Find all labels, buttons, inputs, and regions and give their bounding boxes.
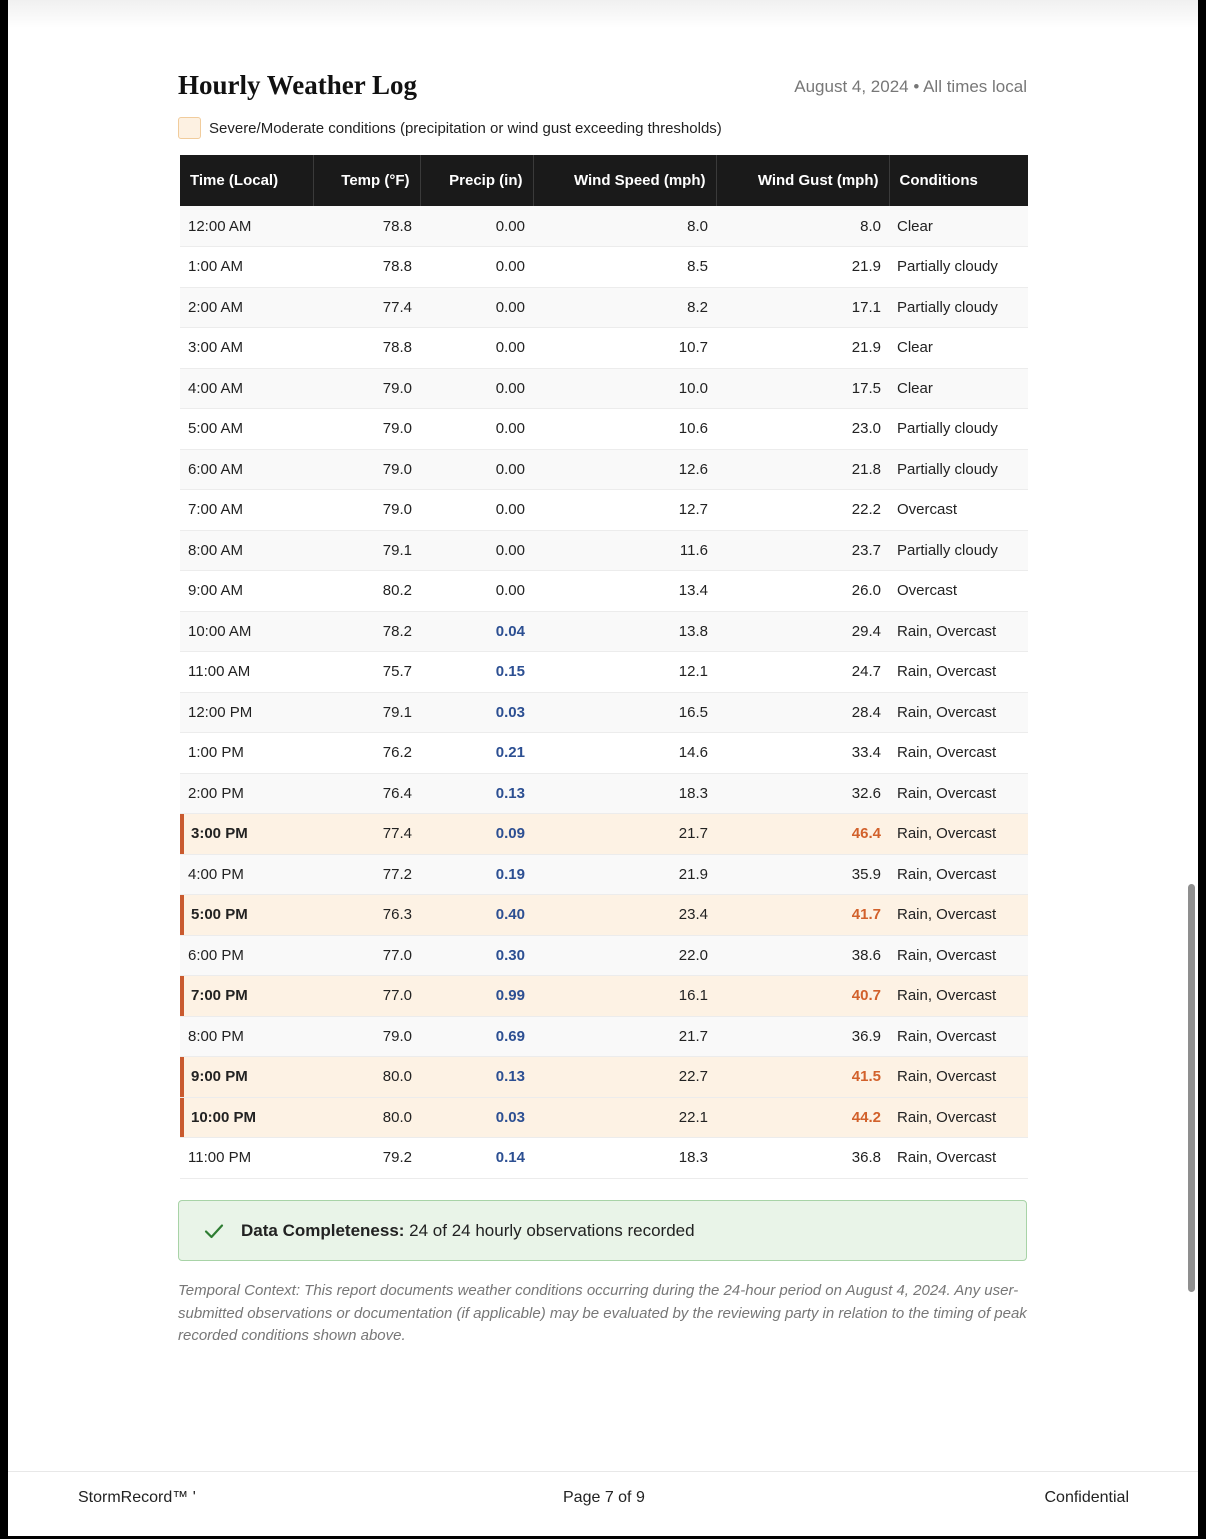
cell-time: 3:00 PM — [180, 814, 313, 855]
column-header-conditions: Conditions — [889, 155, 1028, 206]
cell-wind-gust: 17.1 — [716, 287, 889, 328]
table-row — [180, 287, 1028, 328]
cell-temp: 77.0 — [313, 976, 420, 1017]
cell-conditions: Partially cloudy — [889, 409, 1028, 450]
cell-wind-speed: 18.3 — [533, 773, 716, 814]
cell-temp: 80.0 — [313, 1057, 420, 1098]
cell-precip: 0.30 — [420, 935, 533, 976]
cell-conditions: Rain, Overcast — [889, 773, 1028, 814]
cell-conditions: Rain, Overcast — [889, 814, 1028, 855]
table-row-severe — [180, 895, 1028, 936]
cell-precip: 0.14 — [420, 1138, 533, 1179]
cell-temp: 77.0 — [313, 935, 420, 976]
cell-time: 6:00 PM — [180, 935, 313, 976]
cell-time: 11:00 PM — [180, 1138, 313, 1179]
cell-precip: 0.00 — [420, 449, 533, 490]
table-row — [180, 692, 1028, 733]
cell-wind-speed: 22.0 — [533, 935, 716, 976]
cell-conditions: Overcast — [889, 490, 1028, 531]
cell-wind-speed: 22.1 — [533, 1097, 716, 1138]
cell-wind-gust: 23.0 — [716, 409, 889, 450]
cell-wind-speed: 10.7 — [533, 328, 716, 369]
cell-wind-speed: 12.1 — [533, 652, 716, 693]
column-header-temp: Temp (°F) — [313, 155, 420, 206]
cell-wind-gust: 8.0 — [716, 206, 889, 247]
cell-precip: 0.99 — [420, 976, 533, 1017]
cell-temp: 76.4 — [313, 773, 420, 814]
cell-wind-gust: 41.7 — [716, 895, 889, 936]
cell-precip: 0.13 — [420, 773, 533, 814]
cell-time: 5:00 PM — [180, 895, 313, 936]
cell-wind-speed: 13.8 — [533, 611, 716, 652]
cell-precip: 0.21 — [420, 733, 533, 774]
cell-conditions: Rain, Overcast — [889, 733, 1028, 774]
cell-wind-gust: 33.4 — [716, 733, 889, 774]
completeness-label: Data Completeness: — [241, 1220, 405, 1240]
cell-conditions: Rain, Overcast — [889, 976, 1028, 1017]
table-row-severe — [180, 814, 1028, 855]
table-row — [180, 773, 1028, 814]
column-header-precip: Precip (in) — [420, 155, 533, 206]
cell-conditions: Partially cloudy — [889, 247, 1028, 288]
cell-wind-gust: 41.5 — [716, 1057, 889, 1098]
cell-wind-gust: 36.9 — [716, 1016, 889, 1057]
cell-temp: 80.2 — [313, 571, 420, 612]
cell-wind-gust: 21.9 — [716, 247, 889, 288]
cell-precip: 0.03 — [420, 1097, 533, 1138]
cell-time: 10:00 AM — [180, 611, 313, 652]
cell-conditions: Partially cloudy — [889, 287, 1028, 328]
completeness-text — [241, 1221, 695, 1241]
cell-time: 2:00 PM — [180, 773, 313, 814]
table-row — [180, 1016, 1028, 1057]
severity-legend — [178, 117, 722, 139]
table-header-row — [180, 155, 1028, 206]
cell-temp: 76.3 — [313, 895, 420, 936]
cell-temp: 76.2 — [313, 733, 420, 774]
hourly-weather-table — [180, 155, 1028, 1179]
cell-precip: 0.00 — [420, 490, 533, 531]
cell-conditions: Rain, Overcast — [889, 1016, 1028, 1057]
cell-wind-speed: 8.5 — [533, 247, 716, 288]
cell-temp: 75.7 — [313, 652, 420, 693]
cell-temp: 80.0 — [313, 1097, 420, 1138]
cell-time: 11:00 AM — [180, 652, 313, 693]
cell-temp: 78.2 — [313, 611, 420, 652]
table-row — [180, 409, 1028, 450]
table-row — [180, 611, 1028, 652]
cell-conditions: Rain, Overcast — [889, 1138, 1028, 1179]
cell-conditions: Rain, Overcast — [889, 854, 1028, 895]
cell-precip: 0.04 — [420, 611, 533, 652]
data-completeness-banner — [178, 1200, 1027, 1261]
cell-wind-gust: 46.4 — [716, 814, 889, 855]
cell-precip: 0.13 — [420, 1057, 533, 1098]
cell-temp: 79.0 — [313, 409, 420, 450]
cell-wind-gust: 26.0 — [716, 571, 889, 612]
cell-time: 9:00 PM — [180, 1057, 313, 1098]
temporal-context-note: Temporal Context: This report documents weather conditions occurring during the 24-hour period on August 4, 2024. Any user-submitted observations or documentation (if applicable) may be evaluated by the reviewing party in relation to the timing of peak recorded conditions shown above. — [178, 1282, 1027, 1344]
cell-wind-gust: 44.2 — [716, 1097, 889, 1138]
cell-temp: 79.1 — [313, 692, 420, 733]
cell-conditions: Clear — [889, 206, 1028, 247]
cell-wind-speed: 21.9 — [533, 854, 716, 895]
table-row-severe — [180, 976, 1028, 1017]
cell-precip: 0.15 — [420, 652, 533, 693]
cell-conditions: Clear — [889, 368, 1028, 409]
cell-precip: 0.00 — [420, 571, 533, 612]
cell-wind-speed: 22.7 — [533, 1057, 716, 1098]
cell-time: 9:00 AM — [180, 571, 313, 612]
completeness-value: 24 of 24 hourly observations recorded — [404, 1220, 695, 1240]
column-header-time: Time (Local) — [180, 155, 313, 206]
cell-time: 2:00 AM — [180, 287, 313, 328]
table-row — [180, 1138, 1028, 1179]
cell-wind-speed: 18.3 — [533, 1138, 716, 1179]
cell-temp: 77.4 — [313, 287, 420, 328]
cell-wind-gust: 36.8 — [716, 1138, 889, 1179]
severe-swatch — [178, 117, 201, 139]
cell-conditions: Rain, Overcast — [889, 1097, 1028, 1138]
table-row — [180, 530, 1028, 571]
cell-temp: 77.2 — [313, 854, 420, 895]
table-row — [180, 206, 1028, 247]
cell-precip: 0.00 — [420, 368, 533, 409]
cell-time: 8:00 AM — [180, 530, 313, 571]
cell-conditions: Clear — [889, 328, 1028, 369]
cell-conditions: Rain, Overcast — [889, 895, 1028, 936]
cell-wind-gust: 38.6 — [716, 935, 889, 976]
table-row-severe — [180, 1097, 1028, 1138]
cell-wind-gust: 29.4 — [716, 611, 889, 652]
cell-precip: 0.19 — [420, 854, 533, 895]
scrollbar-thumb[interactable] — [1188, 884, 1195, 1292]
check-icon — [203, 1220, 225, 1242]
cell-precip: 0.03 — [420, 692, 533, 733]
cell-time: 1:00 PM — [180, 733, 313, 774]
cell-temp: 78.8 — [313, 247, 420, 288]
cell-conditions: Overcast — [889, 571, 1028, 612]
cell-wind-speed: 14.6 — [533, 733, 716, 774]
cell-temp: 79.0 — [313, 368, 420, 409]
report-header — [178, 70, 1027, 106]
table-row — [180, 571, 1028, 612]
cell-time: 10:00 PM — [180, 1097, 313, 1138]
cell-precip: 0.00 — [420, 287, 533, 328]
cell-time: 6:00 AM — [180, 449, 313, 490]
cell-wind-gust: 24.7 — [716, 652, 889, 693]
cell-time: 4:00 PM — [180, 854, 313, 895]
cell-wind-gust: 21.8 — [716, 449, 889, 490]
cell-wind-speed: 12.7 — [533, 490, 716, 531]
cell-wind-gust: 17.5 — [716, 368, 889, 409]
cell-conditions: Partially cloudy — [889, 530, 1028, 571]
cell-wind-gust: 23.7 — [716, 530, 889, 571]
page-title: Hourly Weather Log — [178, 70, 418, 100]
cell-conditions: Rain, Overcast — [889, 1057, 1028, 1098]
column-header-wind-speed: Wind Speed (mph) — [533, 155, 716, 206]
cell-wind-gust: 28.4 — [716, 692, 889, 733]
cell-temp: 79.1 — [313, 530, 420, 571]
cell-conditions: Rain, Overcast — [889, 652, 1028, 693]
table-row — [180, 449, 1028, 490]
table-row — [180, 854, 1028, 895]
cell-wind-speed: 21.7 — [533, 1016, 716, 1057]
cell-conditions: Partially cloudy — [889, 449, 1028, 490]
table-row — [180, 652, 1028, 693]
cell-precip: 0.00 — [420, 328, 533, 369]
table-row — [180, 733, 1028, 774]
table-row — [180, 368, 1028, 409]
cell-wind-speed: 23.4 — [533, 895, 716, 936]
top-shade — [8, 0, 1198, 28]
cell-conditions: Rain, Overcast — [889, 611, 1028, 652]
cell-wind-speed: 13.4 — [533, 571, 716, 612]
cell-time: 8:00 PM — [180, 1016, 313, 1057]
cell-conditions: Rain, Overcast — [889, 692, 1028, 733]
cell-wind-speed: 11.6 — [533, 530, 716, 571]
cell-wind-speed: 12.6 — [533, 449, 716, 490]
footer-confidential: Confidential — [1044, 1489, 1129, 1506]
cell-precip: 0.40 — [420, 895, 533, 936]
cell-wind-speed: 8.2 — [533, 287, 716, 328]
table-row — [180, 935, 1028, 976]
cell-precip: 0.69 — [420, 1016, 533, 1057]
cell-wind-speed: 21.7 — [533, 814, 716, 855]
cell-precip: 0.00 — [420, 409, 533, 450]
cell-wind-gust: 40.7 — [716, 976, 889, 1017]
cell-wind-gust: 35.9 — [716, 854, 889, 895]
cell-precip: 0.00 — [420, 206, 533, 247]
cell-temp: 77.4 — [313, 814, 420, 855]
table-body — [180, 206, 1028, 1178]
cell-time: 7:00 PM — [180, 976, 313, 1017]
cell-wind-gust: 22.2 — [716, 490, 889, 531]
cell-time: 4:00 AM — [180, 368, 313, 409]
cell-precip: 0.09 — [420, 814, 533, 855]
table-row-severe — [180, 1057, 1028, 1098]
cell-wind-speed: 10.0 — [533, 368, 716, 409]
table-row — [180, 328, 1028, 369]
cell-precip: 0.00 — [420, 247, 533, 288]
cell-temp: 79.0 — [313, 449, 420, 490]
cell-wind-speed: 8.0 — [533, 206, 716, 247]
report-date-info: August 4, 2024 • All times local — [794, 77, 1027, 96]
cell-wind-gust: 32.6 — [716, 773, 889, 814]
cell-time: 3:00 AM — [180, 328, 313, 369]
cell-time: 5:00 AM — [180, 409, 313, 450]
cell-temp: 79.2 — [313, 1138, 420, 1179]
cell-temp: 79.0 — [313, 1016, 420, 1057]
cell-precip: 0.00 — [420, 530, 533, 571]
footer-page-number: Page 7 of 9 — [563, 1489, 645, 1506]
column-header-wind-gust: Wind Gust (mph) — [716, 155, 889, 206]
footer-brand: StormRecord™ ' — [78, 1489, 196, 1506]
footer-divider — [8, 1471, 1198, 1472]
cell-conditions: Rain, Overcast — [889, 935, 1028, 976]
cell-time: 12:00 AM — [180, 206, 313, 247]
cell-wind-speed: 10.6 — [533, 409, 716, 450]
cell-temp: 78.8 — [313, 328, 420, 369]
table-row — [180, 490, 1028, 531]
cell-temp: 79.0 — [313, 490, 420, 531]
cell-wind-speed: 16.1 — [533, 976, 716, 1017]
cell-wind-speed: 16.5 — [533, 692, 716, 733]
cell-wind-gust: 21.9 — [716, 328, 889, 369]
cell-temp: 78.8 — [313, 206, 420, 247]
cell-time: 1:00 AM — [180, 247, 313, 288]
table-row — [180, 247, 1028, 288]
legend-text: Severe/Moderate conditions (precipitation or wind gust exceeding thresholds) — [209, 119, 722, 137]
cell-time: 7:00 AM — [180, 490, 313, 531]
cell-time: 12:00 PM — [180, 692, 313, 733]
